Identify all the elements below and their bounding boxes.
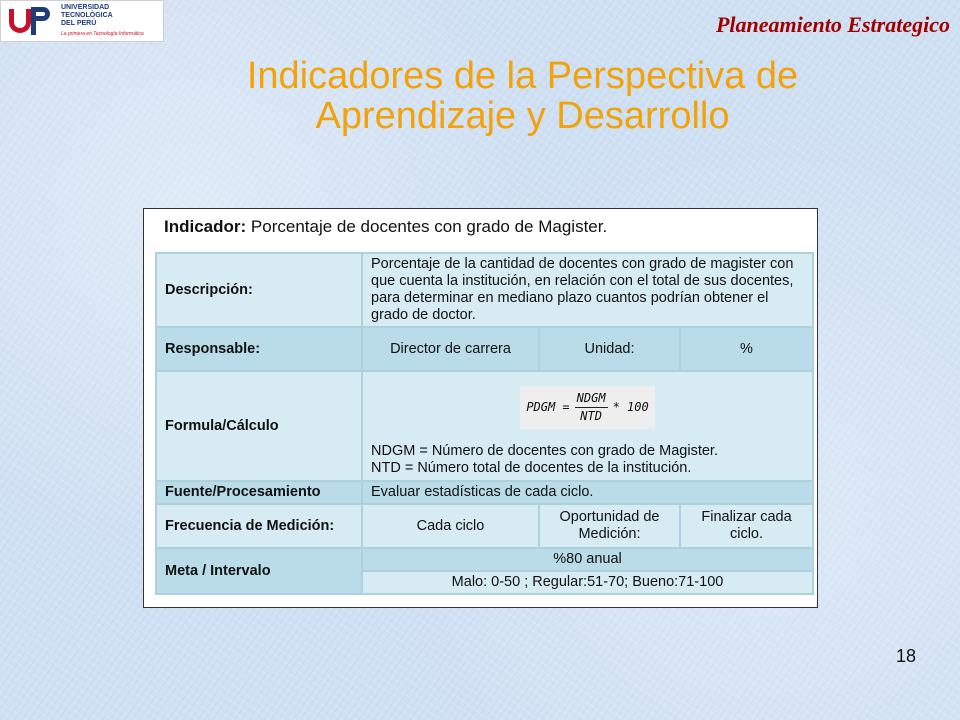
meta-value: %80 anual (362, 548, 813, 571)
table-row (156, 371, 813, 481)
formula-fraction (575, 390, 608, 425)
indicator-table (155, 252, 814, 595)
slide-title-line-2: Aprendizaje y Desarrollo (315, 95, 730, 137)
indicator-card (143, 208, 818, 608)
descripcion-value: Porcentaje de la cantidad de docentes con grado de magister con que cuenta la institución, en relación con el total de sus docentes, para determinar en mediano plazo cuantos podrían obtener el grado de doctor. (362, 253, 813, 327)
indicator-name: Porcentaje de docentes con grado de Magister. (250, 217, 608, 236)
indicator-heading (164, 217, 607, 237)
oportunidad-value: Finalizar cada ciclo. (680, 504, 813, 548)
table-row (156, 481, 813, 504)
unidad-label: Unidad: (539, 327, 680, 371)
table-row (156, 548, 813, 571)
formula-label: Formula/Cálculo (156, 371, 362, 481)
table-row (156, 253, 813, 327)
table-row (156, 327, 813, 371)
oportunidad-label: Oportunidad de Medición: (539, 504, 680, 548)
logo-line-3: DEL PERÚ (61, 20, 97, 27)
frecuencia-value: Cada ciclo (362, 504, 539, 548)
descripcion-label: Descripción: (156, 253, 362, 327)
formula-box (520, 386, 654, 429)
responsable-value: Director de carrera (362, 327, 539, 371)
table-row (156, 504, 813, 548)
formula-definition-1: NDGM = Número de docentes con grado de Magister. (371, 442, 718, 459)
course-subject: Planeamiento Estrategico (715, 12, 950, 37)
formula-cell (362, 371, 813, 481)
logo-line-1: UNIVERSIDAD (61, 4, 110, 11)
formula (371, 386, 804, 429)
logo-text (61, 4, 144, 38)
intervalo-value: Malo: 0-50 ; Regular:51-70; Bueno:71-100 (362, 571, 813, 594)
slide-title (0, 56, 960, 136)
meta-label: Meta / Intervalo (156, 548, 362, 594)
responsable-label: Responsable: (156, 327, 362, 371)
formula-numerator: NDGM (575, 390, 608, 408)
page-number: 18 (896, 646, 917, 666)
formula-denominator: NTD (580, 408, 602, 423)
logo-tagline: La primera en Tecnología Informática (61, 31, 144, 37)
logo-line-2: TECNOLÓGICA (61, 12, 113, 19)
fuente-value: Evaluar estadísticas de cada ciclo. (362, 481, 813, 504)
formula-multiplier: * 100 (612, 399, 649, 414)
indicator-label: Indicador: (164, 217, 247, 236)
university-logo (0, 0, 164, 42)
unidad-value: % (680, 327, 813, 371)
frecuencia-label: Frecuencia de Medición: (156, 504, 362, 548)
fuente-label: Fuente/Procesamiento (156, 481, 362, 504)
formula-lhs: PDGM = (526, 399, 570, 414)
formula-definition-2: NTD = Número total de docentes de la institución. (371, 459, 692, 476)
slide-title-line-1: Indicadores de la Perspectiva de (246, 55, 799, 97)
utp-logo-icon (7, 5, 57, 37)
